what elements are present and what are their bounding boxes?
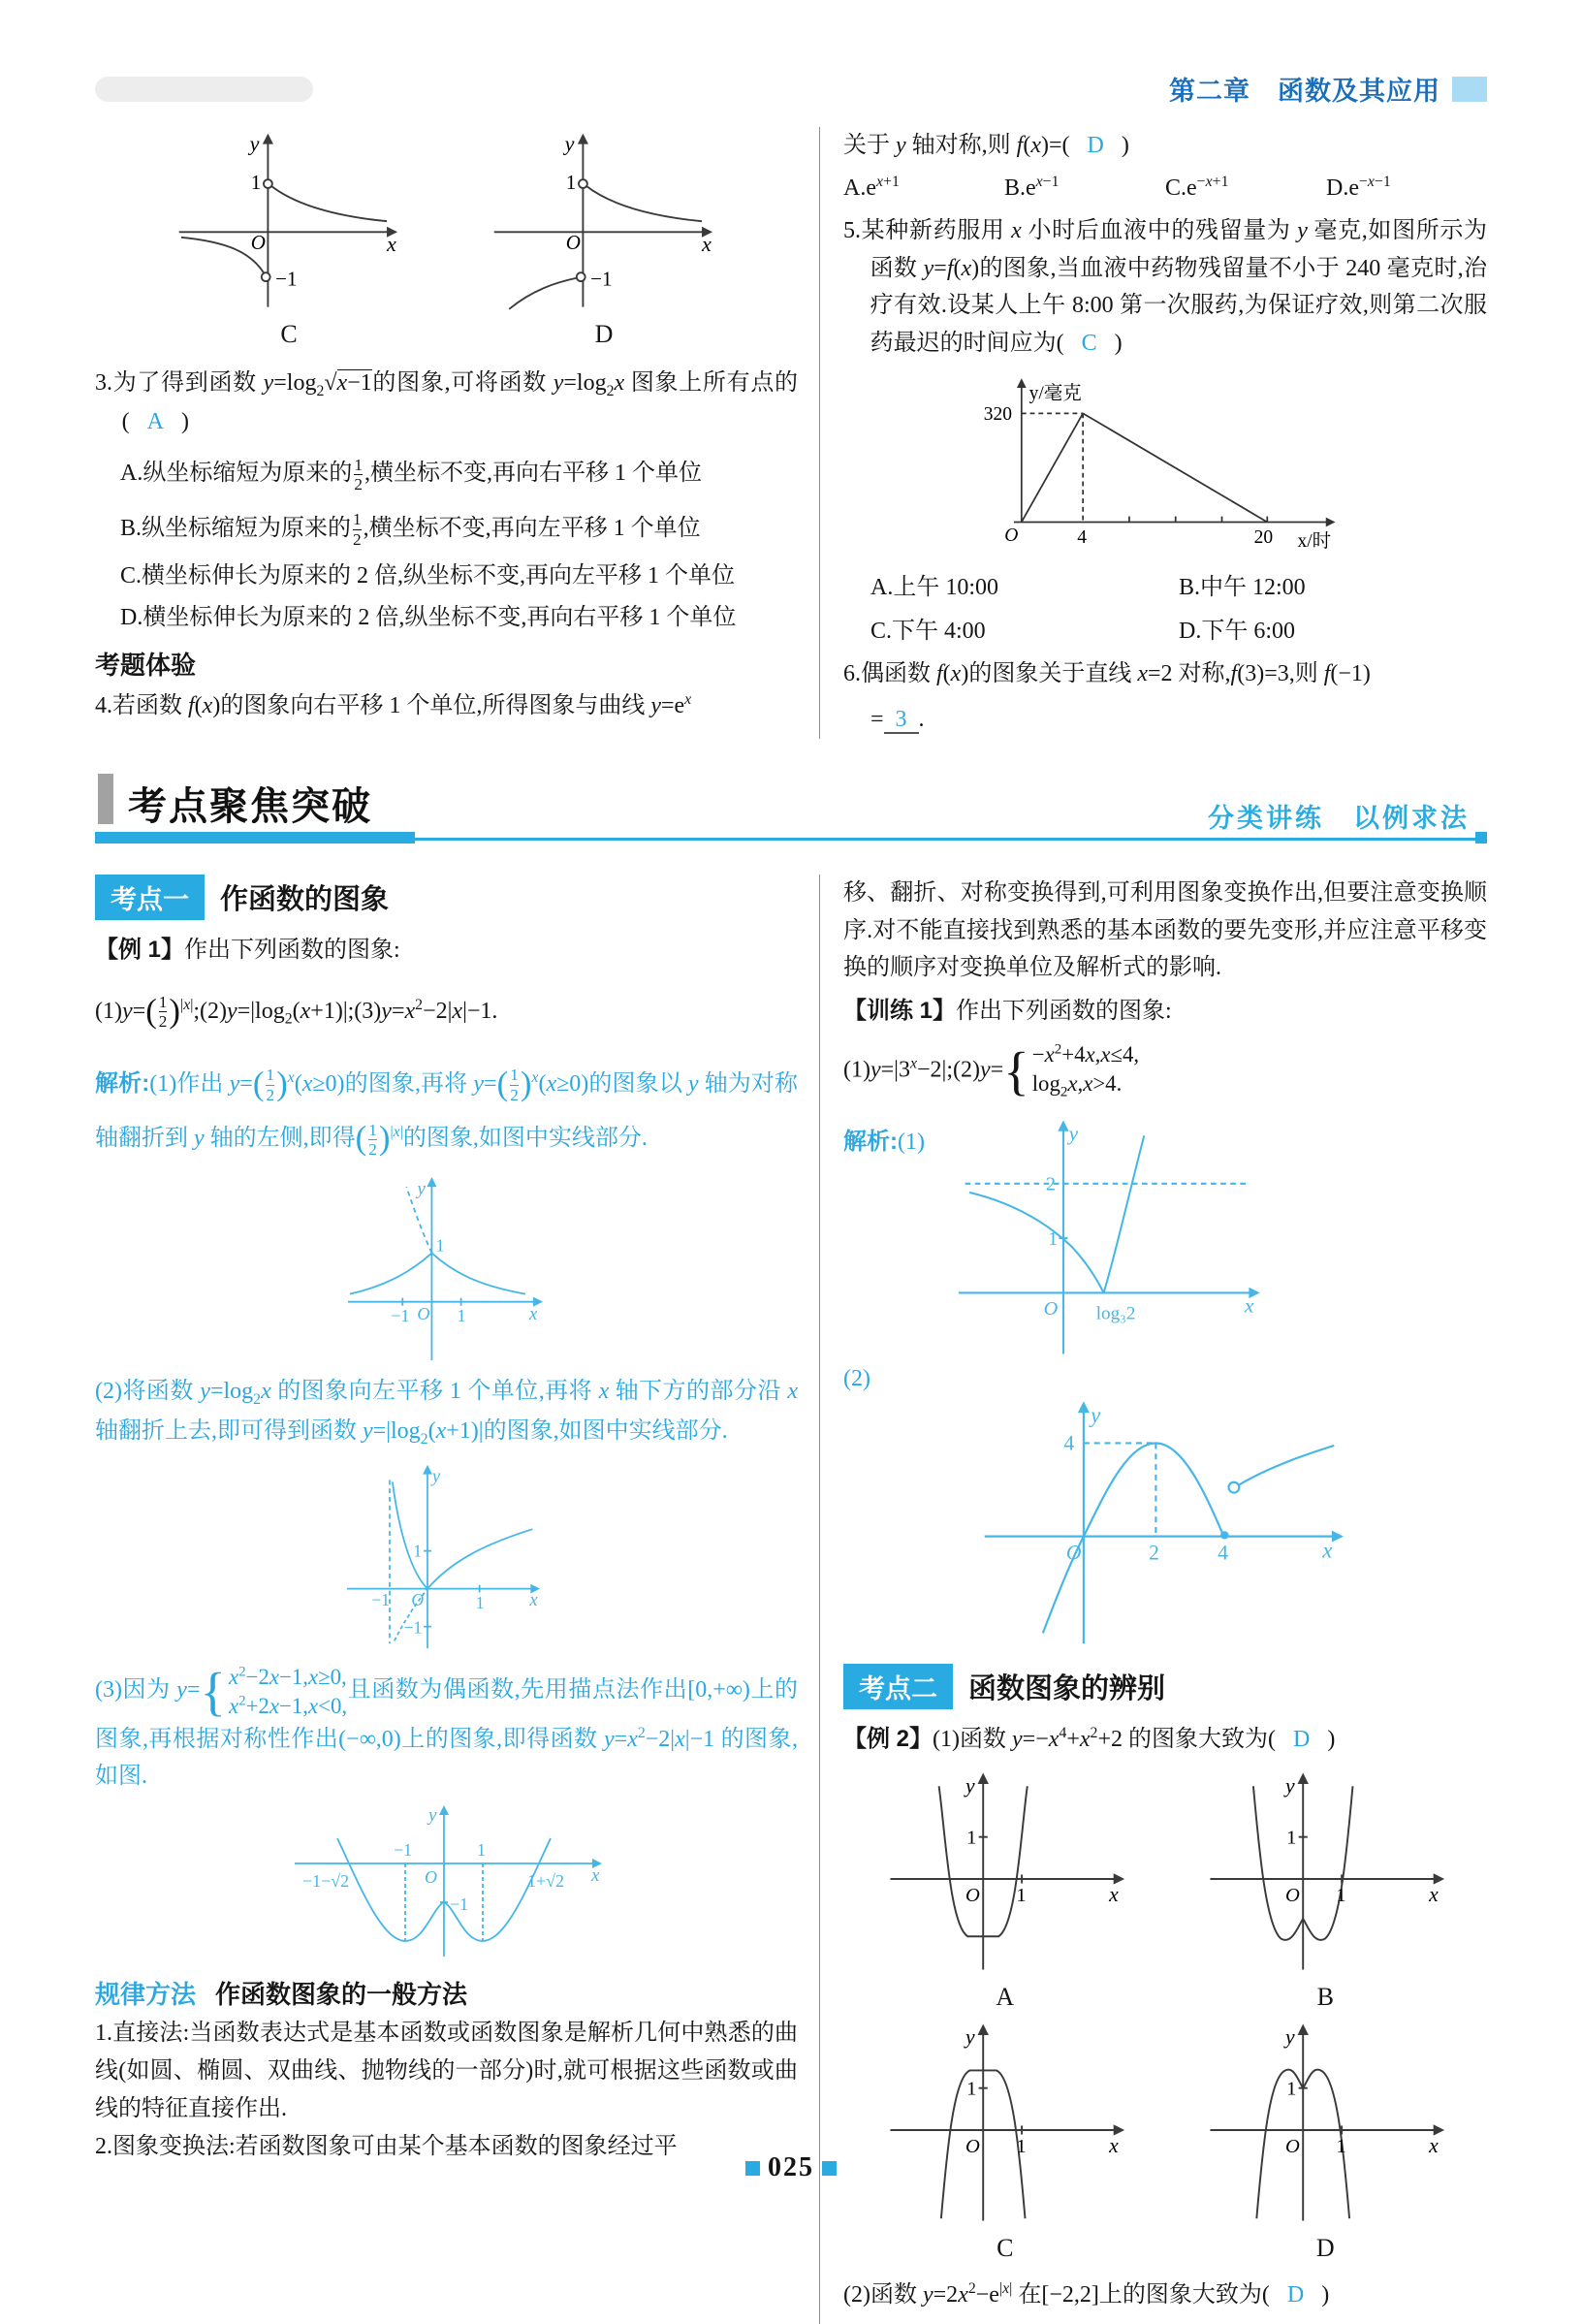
origin-label: O (424, 1867, 437, 1888)
axis-label-y: y (1068, 1121, 1079, 1145)
train1-graph2-wrap (843, 1394, 1487, 1648)
root-left-label: −1−√2 (301, 1871, 349, 1892)
tick-1-y: 1 (1286, 1827, 1297, 1849)
axis-label-x: x (529, 1590, 538, 1611)
training-1-heading: 【训练 1】作出下列函数的图象: (843, 998, 1172, 1025)
q4-option-b: $B.e^{x-1}$ (1004, 173, 1060, 201)
tick-4-y: 4 (1063, 1431, 1075, 1455)
choice-graph-a (869, 1768, 1142, 2012)
q3-option-b: B.纵坐标缩短为原来的 $\frac{1}{2}$ ,横坐标不变,再向左平移 1 个单位 (120, 510, 701, 549)
rule-method-point1: 1.直接法:当函数表达式是基本函数或函数图象是解析几何中熟悉的曲线(如圆、椭圆、双曲线、抛物线的一部分)时,就可根据这些函数或曲线的特征直接作出. (95, 2021, 798, 2122)
axis-label-x: x (1244, 1293, 1254, 1318)
ex1-graph3-wrap (95, 1803, 798, 1961)
tick-2-x: 2 (1149, 1541, 1159, 1565)
tick-1-y: 1 (1048, 1227, 1059, 1250)
example-2-part1: 【例 2】(1)函数 $y=-x^4+x^2+2$ 的图象大致为( D ) (843, 1724, 1336, 1752)
axis-label-y: y (249, 131, 259, 156)
tick-4: 4 (1077, 527, 1088, 549)
ex1-graph2-svg (332, 1459, 560, 1653)
ex1-graph2-wrap (95, 1459, 798, 1653)
tick-neg1-x: −1 (391, 1306, 410, 1326)
chapter-header (1169, 70, 1487, 108)
q3-option-d: D.横坐标伸长为原来的 2 倍,纵坐标不变,再向右平移 1 个单位 (120, 605, 737, 631)
graph-option-d (481, 127, 728, 349)
banner-underline-endcap (1475, 832, 1487, 844)
q4-option-d: $D.e^{-x-1}$ (1326, 173, 1391, 201)
axis-label-x: x (1429, 1882, 1439, 1906)
axis-label-x: x (528, 1304, 538, 1325)
question-4: 4.若函数 f(x)的图象向右平移 1 个单位,所得图象与曲线 $y=e^x$ (95, 691, 692, 719)
choice-graph-b (1188, 1768, 1462, 2012)
axis-label-y: y (1091, 1402, 1101, 1427)
drug-graph-wrap (843, 370, 1487, 563)
y-max-label: 320 (983, 404, 1013, 426)
rule-method-header (95, 1975, 798, 2011)
tick-1-y: 1 (1286, 2078, 1297, 2100)
topic-2-badge: 考点二 (843, 1664, 953, 1709)
training-1-solution-row (843, 1116, 1487, 1358)
tick-1: 1 (250, 171, 261, 195)
graph-option-c (166, 127, 413, 349)
question-3: 3.为了得到函数 $y=\log_2√x-1$的图象,可将函数 $y=\log_2x$ 图象上所有点的( A ) (95, 370, 799, 435)
example-1-functions: (1)y=( $\frac{1}{2}$ )$^{|x|};(2)y=|\log_2(x+1)|;(3)y=x^2-2|x|-1$. (95, 991, 498, 1032)
exam-experience-heading: 考题体验 (95, 651, 197, 681)
tick-4-x: 4 (1218, 1541, 1228, 1565)
continued-paragraph: 移、翻折、对称变换得到,可利用图象变换作出,但要注意变换顺序.对不能直接找到熟悉的基本函数的要先变形,并应注意平移变换的顺序对变换单位及解析式的影响. (843, 879, 1487, 981)
footer-square-left (745, 2161, 760, 2176)
q4-options-row (843, 169, 1487, 208)
tick-1-y: 1 (965, 2078, 977, 2100)
graph-d-svg (481, 127, 728, 311)
tick-neg1-x: −1 (371, 1590, 391, 1610)
header-accent-block (1452, 77, 1487, 102)
train1-graph2-svg (971, 1394, 1359, 1648)
topic-2-header (843, 1664, 1487, 1709)
ex1-graph3-svg (277, 1803, 617, 1961)
q5-option-b: B.中午 12:00 (1179, 575, 1306, 601)
topic-2-title: 函数图象的辨别 (968, 1672, 1166, 1704)
example-2-choice-graphs (843, 1768, 1487, 2271)
tick-1-x: 1 (1336, 2135, 1346, 2157)
masthead (0, 0, 1582, 113)
axis-label-x: x (1108, 1882, 1119, 1906)
drug-residue-graph (976, 370, 1354, 563)
y-axis-unit-label: y/毫克 (1028, 383, 1082, 404)
training-1-solution-label: 解析:(1) (843, 1128, 925, 1155)
chapter-title: 第二章 函数及其应用 (1169, 77, 1440, 106)
axis-label-y: y (564, 131, 574, 156)
axis-label-x: x (386, 232, 396, 257)
q5-options-row2 (870, 613, 1487, 650)
solution-1-part1: 解析:(1)作出 y=( $\frac{1}{2}$ )$^x$(x≥0)的图象,再将 y=( $\frac{1}{2}$ )$^x$(x≥0)的图象以 y 轴为对称轴翻折到 y 轴的左侧,即得( $\frac{1}{2}$ )$^{|x|}$的图象,如图中实线部分. (95, 1064, 799, 1159)
axis-label-y: y (1285, 1773, 1295, 1798)
origin-label: O (417, 1304, 430, 1324)
origin-label: O (1004, 525, 1019, 547)
question-6-answer: = 3 . (870, 706, 925, 732)
axis-label-x: x (1429, 2133, 1439, 2157)
origin-label: O (250, 230, 266, 254)
tick-1: 1 (565, 171, 576, 195)
tick-20: 20 (1253, 527, 1274, 549)
tick-neg1-x: −1 (393, 1840, 412, 1861)
banner-underline-thin (415, 838, 1475, 841)
axis-label-y: y (1285, 2024, 1295, 2049)
choice-graph-c (869, 2020, 1142, 2263)
tick-1-y: 1 (965, 1827, 977, 1849)
topic-1-header (95, 875, 798, 920)
graph-c-caption: C (280, 320, 298, 348)
choice-a-svg (870, 1768, 1141, 1974)
axis-label-x: x (590, 1865, 599, 1887)
choice-b-caption: B (1316, 1982, 1334, 2011)
origin-label: O (1043, 1297, 1059, 1320)
q4-option-c: $C.e^{-x+1}$ (1165, 173, 1229, 201)
rule-method-title: 作函数图象的一般方法 (215, 1980, 468, 2010)
axis-label-y: y (417, 1179, 426, 1200)
axis-label-x: x (1108, 2133, 1119, 2157)
root-right-label: 1+√2 (526, 1871, 564, 1892)
topic-1-title: 作函数的图象 (220, 883, 390, 915)
origin-label: O (1065, 1541, 1082, 1565)
question-4-continued: 关于 y 轴对称,则 f(x)=( D ) (843, 133, 1129, 158)
axis-label-x: x (1322, 1538, 1333, 1563)
train1-graph1-svg (942, 1116, 1272, 1358)
top-right-column (820, 127, 1487, 739)
solution-1-part3: (3)因为 y= { $x^2-2x-1,x\ge 0$, $x^2+2x-1,x<0$, 且函数为偶函数,先用描点法作出[0,+∞)上的图象,再根据对称性作出(−∞,0)上的图象,即得函数 $y=x^2-2|x|-1$ 的图象,如图. (95, 1662, 798, 1790)
tick-1-y: 1 (435, 1235, 445, 1256)
banner-underline-thick (95, 832, 415, 844)
training-1-functions: $(1)y=|3^x-2|;(2)y=$ { $-x^2+4x,x\le 4$, $\log_2x,x>4$. (843, 1041, 1140, 1101)
axis-label-x: x (701, 232, 712, 257)
axis-label-y: y (965, 2024, 975, 2049)
choice-d-svg (1189, 2020, 1461, 2225)
banner-title: 考点聚焦突破 (128, 784, 372, 828)
q3-option-c: C.横坐标伸长为原来的 2 倍,纵坐标不变,再向左平移 1 个单位 (120, 563, 736, 589)
rule-method-point2: 2.图象变换法:若函数图象可由某个基本函数的图象经过平 (95, 2133, 678, 2159)
tick-1-y: 1 (413, 1541, 423, 1561)
axis-label-y: y (427, 1805, 436, 1827)
ex1-graph1-wrap (95, 1173, 798, 1363)
choice-c-svg (870, 2020, 1141, 2225)
q3-option-a: A.纵坐标缩短为原来的 $\frac{1}{2}$ ,横坐标不变,再向右平移 1 个单位 (120, 455, 702, 494)
tick-1-x: 1 (475, 1593, 485, 1613)
tick-1-x: 1 (1336, 1884, 1346, 1906)
ex1-graph1-svg (332, 1173, 560, 1363)
example-2-part2: (2)函数 $y=2x^2-e^{|x|}$ 在[−2,2]上的图象大致为( D ) (843, 2279, 1330, 2308)
q5-options-row1 (870, 569, 1487, 606)
tick-neg1: −1 (589, 267, 612, 291)
page-number: 025 (768, 2152, 814, 2182)
main-right-column (820, 875, 1487, 2324)
origin-label: O (1285, 1884, 1301, 1906)
tick-neg1: −1 (274, 267, 297, 291)
tick-1-x: 1 (457, 1306, 466, 1326)
question-6: 6.偶函数 f(x)的图象关于直线 x=2 对称,f(3)=3,则 f(−1) (843, 660, 1371, 686)
tick-2-y: 2 (1045, 1173, 1057, 1195)
x-axis-unit-label: x/时 (1297, 530, 1332, 552)
tick-neg1-y: −1 (403, 1617, 423, 1638)
tick-1-x: 1 (1016, 2135, 1027, 2157)
choice-graph-d (1188, 2020, 1462, 2263)
publisher-logo (95, 77, 313, 102)
banner-tagline: 分类讲练 以例求法 (1208, 803, 1470, 833)
training-1-item2-label: (2) (843, 1365, 870, 1391)
drug-graph-svg (976, 370, 1354, 557)
section-banner (95, 772, 1487, 853)
axis-label-y: y (431, 1466, 441, 1487)
tick-neg1-y: −1 (449, 1894, 468, 1915)
footer-square-right (822, 2161, 837, 2176)
top-left-column (95, 127, 820, 739)
q5-option-c: C.下午 4:00 (870, 618, 986, 644)
main-left-column (95, 875, 820, 2324)
rule-method-badge: 规律方法 (95, 1980, 197, 2010)
graph-d-caption: D (594, 320, 614, 348)
origin-label: O (1285, 2135, 1301, 2157)
zero-point-label: log₃2 (1095, 1303, 1136, 1324)
question-5: 5.某种新药服用 x 小时后血液中的残留量为 y 毫克,如图所示为函数 y=f(x)的图象,当血液中药物残留量不小于 240 毫克时,治疗有效.设某人上午 8:00 第一次服药,为保证疗效,则第二次服药最迟的时间应为( C ) (843, 217, 1488, 357)
tick-1-x: 1 (476, 1840, 486, 1861)
choice-b-svg (1189, 1768, 1461, 1974)
solution-1-part2: (2)将函数 $y=\log_2x$ 的图象向左平移 1 个单位,再将 x 轴下方的部分沿 x 轴翻折上去,即可得到函数 $y=|\log_2(x+1)|$的图象,如图中实线部分. (95, 1379, 799, 1448)
q5-option-a: A.上午 10:00 (870, 575, 998, 601)
q4-option-a: $A.e^{x+1}$ (843, 173, 900, 201)
banner-gray-tab (98, 774, 113, 824)
example-1-heading: 【例 1】作出下列函数的图象: (95, 936, 400, 963)
choice-a-caption: A (996, 1982, 1015, 2011)
option-graphs-cd (95, 127, 798, 349)
q5-option-d: D.下午 6:00 (1179, 618, 1295, 644)
top-section (0, 127, 1582, 739)
axis-label-y: y (965, 1773, 975, 1798)
tick-1-x: 1 (1016, 1884, 1027, 1906)
origin-label: O (411, 1590, 425, 1610)
topic-1-badge: 考点一 (95, 875, 205, 920)
origin-label: O (965, 1884, 980, 1906)
main-section (0, 875, 1582, 2324)
origin-label: O (965, 2135, 980, 2157)
page-footer (0, 2152, 1582, 2183)
origin-label: O (565, 230, 581, 254)
choice-d-caption: D (1315, 2233, 1335, 2262)
graph-c-svg (166, 127, 413, 311)
choice-c-caption: C (997, 2233, 1014, 2262)
